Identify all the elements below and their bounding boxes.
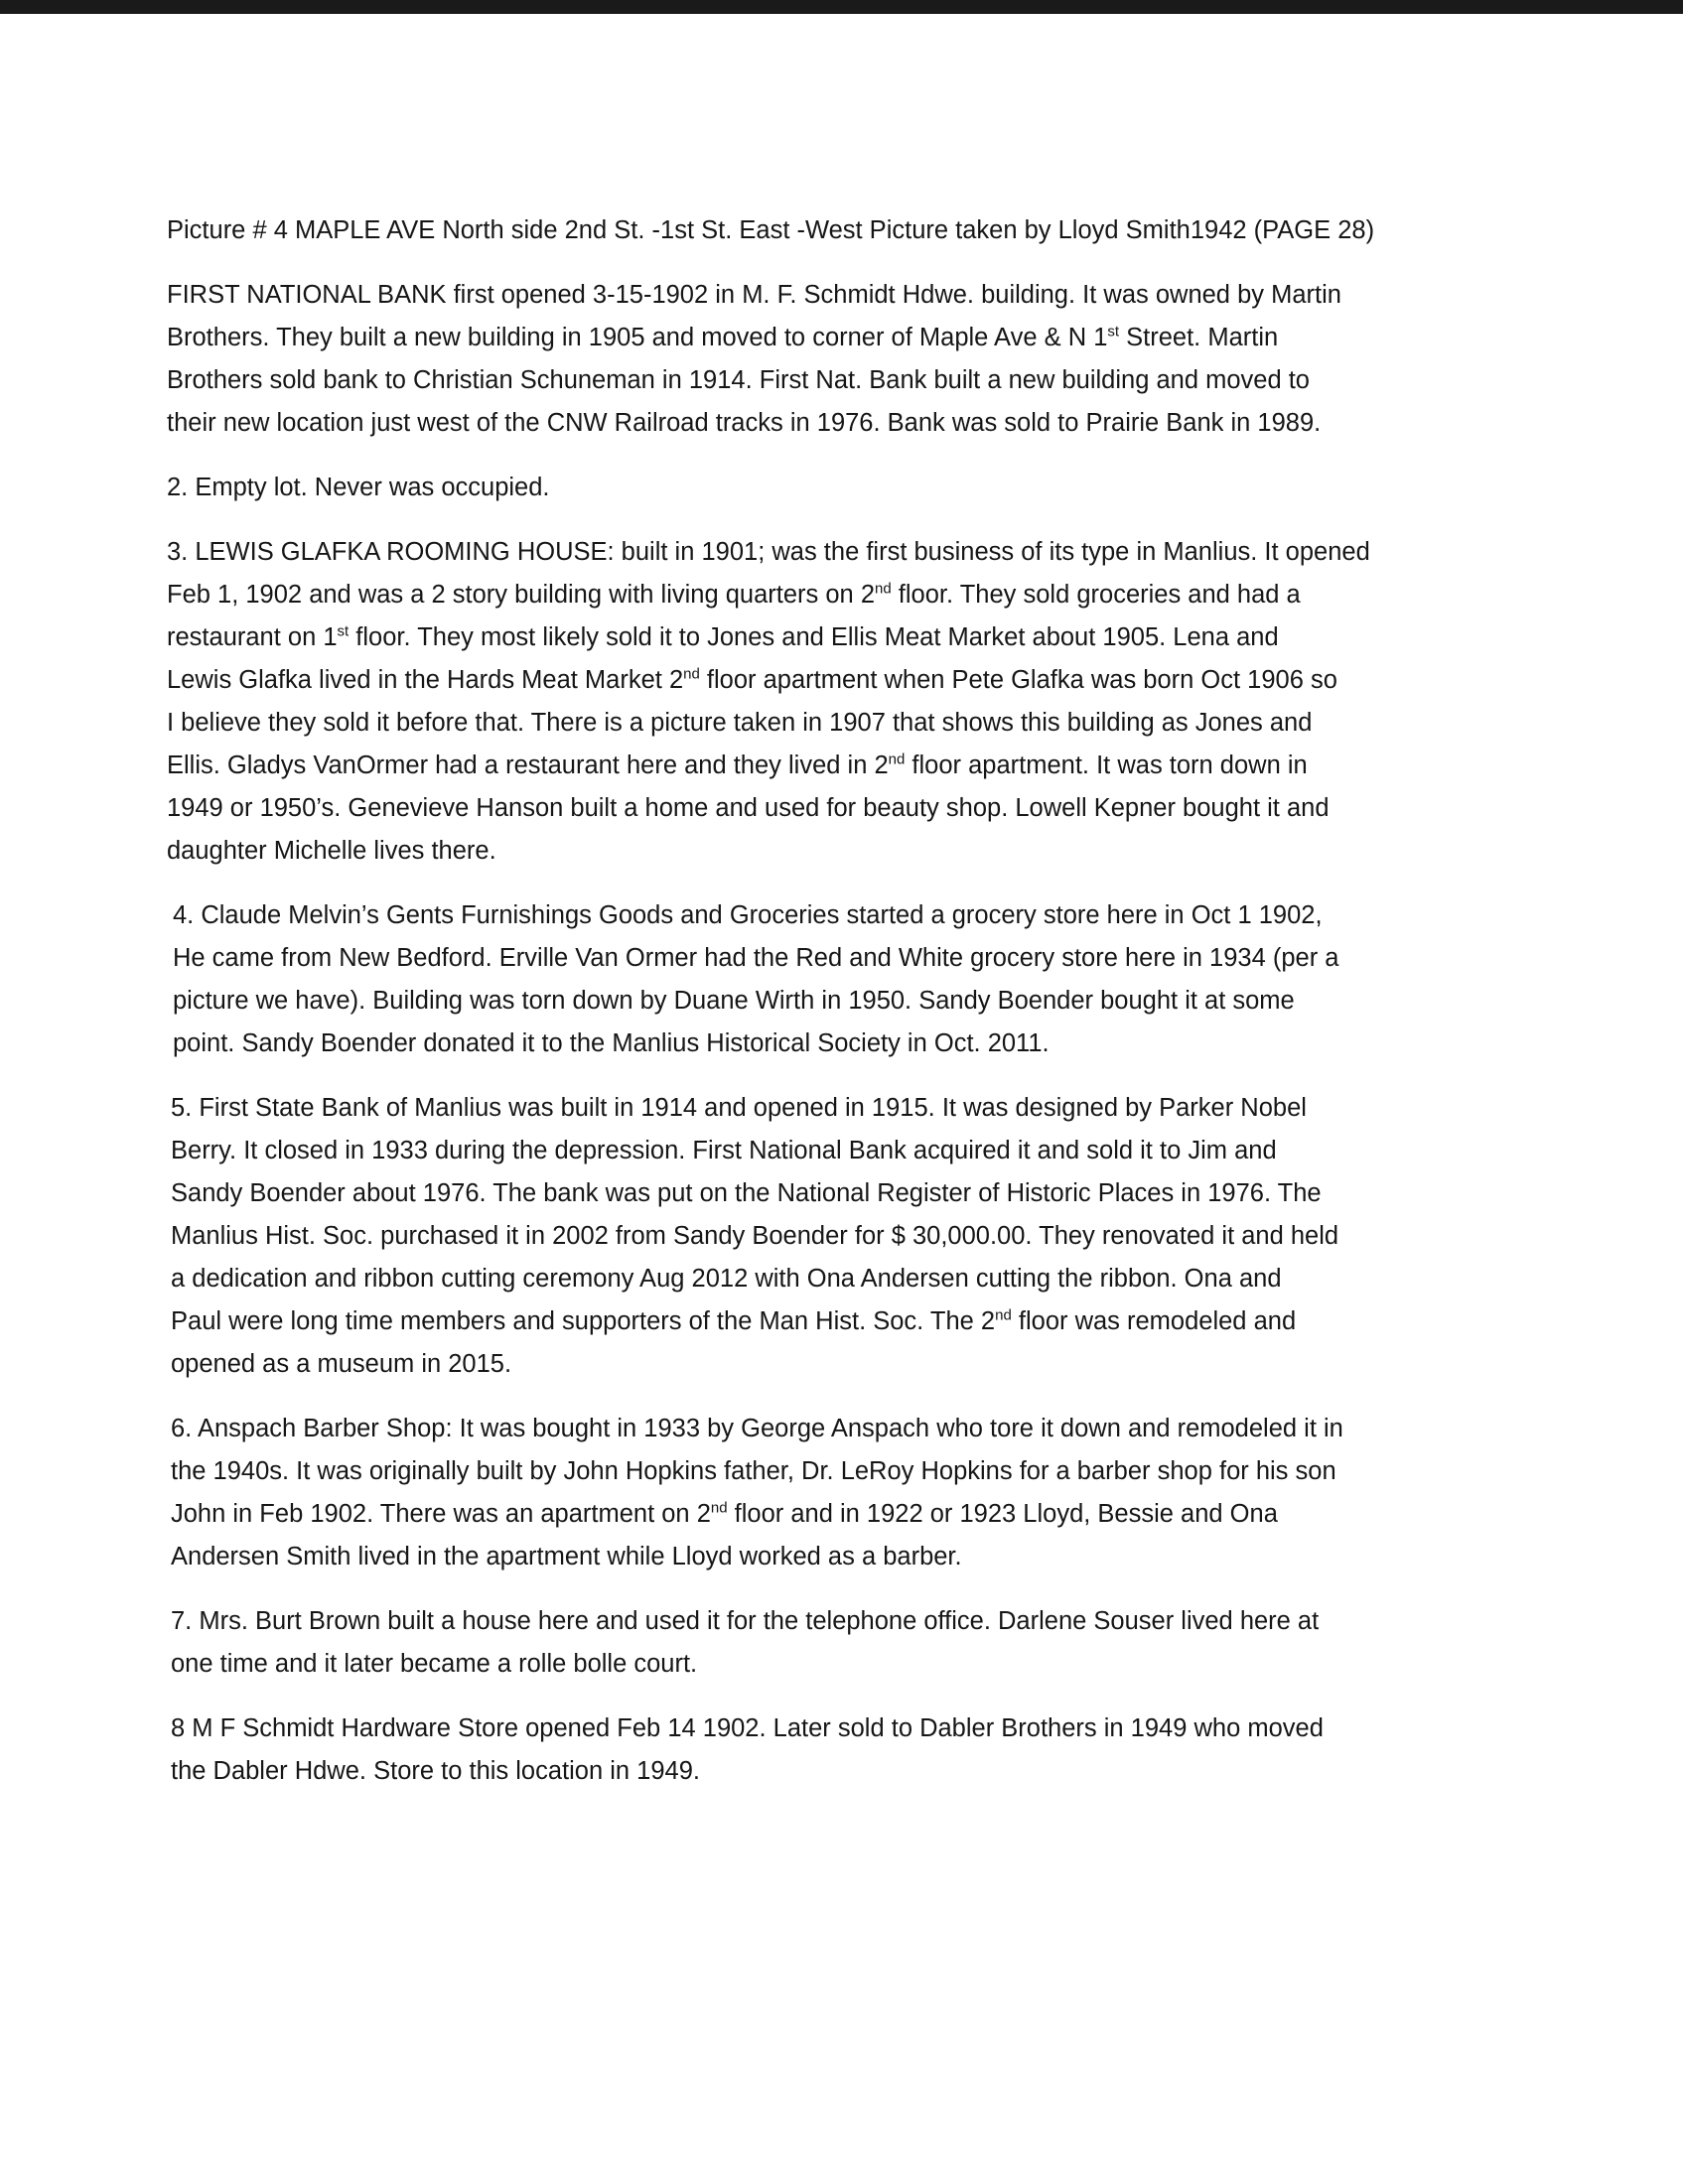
page-heading: Picture # 4 MAPLE AVE North side 2nd St. -1st St. East -West Picture taken by Lloyd Smith1942 (PAGE 28) (167, 216, 1375, 244)
text-line: Paul were long time members and supporters of the Man Hist. Soc. The 2nd floor was remodeled and (171, 1306, 1297, 1335)
paragraph-item-7 (167, 1600, 1477, 1686)
text-line: restaurant on 1st floor. They most likely sold it to Jones and Ellis Meat Market about 1905. Lena and (167, 622, 1279, 651)
document-page (167, 208, 1477, 1815)
text-line: the Dabler Hdwe. Store to this location in 1949. (171, 1757, 700, 1785)
text-line: 3. LEWIS GLAFKA ROOMING HOUSE: built in 1901; was the first business of its type in Manlius. It opened (167, 538, 1370, 566)
text-line: I believe they sold it before that. There is a picture taken in 1907 that shows this building as Jones and (167, 709, 1313, 737)
text-line: the 1940s. It was originally built by John Hopkins father, Dr. LeRoy Hopkins for a barber shop for his son (171, 1457, 1336, 1485)
paragraph-first-national-bank (167, 274, 1477, 445)
text-line: 2. Empty lot. Never was occupied. (167, 474, 550, 501)
text-line: Lewis Glafka lived in the Hards Meat Market 2nd floor apartment when Pete Glafka was born Oct 1906 so (167, 665, 1337, 694)
ordinal-suffix: nd (995, 1306, 1012, 1324)
text-line: 1949 or 1950’s. Genevieve Hanson built a home and used for beauty shop. Lowell Kepner bought it and (167, 794, 1330, 822)
text-line: He came from New Bedford. Erville Van Ormer had the Red and White grocery store here in 1934 (per a (173, 944, 1339, 972)
ordinal-suffix: nd (683, 665, 700, 683)
ordinal-suffix: nd (710, 1499, 728, 1517)
text-line: Andersen Smith lived in the apartment while Lloyd worked as a barber. (171, 1543, 962, 1570)
text-line: daughter Michelle lives there. (167, 837, 496, 865)
ordinal-suffix: nd (875, 580, 892, 598)
text-line: Manlius Hist. Soc. purchased it in 2002 from Sandy Boender for $ 30,000.00. They renovated it and held (171, 1222, 1339, 1250)
text-line: 4. Claude Melvin’s Gents Furnishings Goods and Groceries started a grocery store here in Oct 1 1902, (173, 901, 1323, 929)
text-line: 5. First State Bank of Manlius was built in 1914 and opened in 1915. It was designed by Parker Nobel (171, 1094, 1307, 1122)
text-line: a dedication and ribbon cutting ceremony Aug 2012 with Ona Andersen cutting the ribbon. Ona and (171, 1265, 1282, 1293)
scan-top-edge (0, 0, 1683, 14)
text-line: Brothers sold bank to Christian Schuneman in 1914. First Nat. Bank built a new building and moved to (167, 366, 1310, 394)
text-line: 7. Mrs. Burt Brown built a house here and used it for the telephone office. Darlene Souser lived here at (171, 1607, 1320, 1635)
text-line: opened as a museum in 2015. (171, 1350, 512, 1378)
ordinal-suffix: st (337, 622, 350, 640)
text-line: Brothers. They built a new building in 1905 and moved to corner of Maple Ave & N 1st Street. Martin (167, 323, 1279, 351)
text-line: 8 M F Schmidt Hardware Store opened Feb 14 1902. Later sold to Dabler Brothers in 1949 who moved (171, 1714, 1324, 1742)
text-line: John in Feb 1902. There was an apartment on 2nd floor and in 1922 or 1923 Lloyd, Bessie and Ona (171, 1499, 1278, 1528)
ordinal-suffix: nd (888, 751, 906, 768)
text-line: point. Sandy Boender donated it to the Manlius Historical Society in Oct. 2011. (173, 1029, 1050, 1057)
text-line: their new location just west of the CNW Railroad tracks in 1976. Bank was sold to Prairie Bank in 1989. (167, 409, 1322, 437)
paragraph-item-2 (167, 467, 1477, 509)
paragraph-item-6 (167, 1408, 1477, 1578)
paragraph-item-5 (167, 1087, 1477, 1386)
paragraph-item-8 (167, 1707, 1477, 1793)
text-line: Berry. It closed in 1933 during the depression. First National Bank acquired it and sold it to Jim and (171, 1137, 1277, 1164)
text-line: one time and it later became a rolle bolle court. (171, 1650, 698, 1678)
paragraph-item-4 (167, 894, 1477, 1065)
text-line: picture we have). Building was torn down by Duane Wirth in 1950. Sandy Boender bought it at some (173, 987, 1295, 1015)
text-line: Ellis. Gladys VanOrmer had a restaurant here and they lived in 2nd floor apartment. It was torn down in (167, 751, 1308, 779)
text-line: Feb 1, 1902 and was a 2 story building with living quarters on 2nd floor. They sold groceries and had a (167, 580, 1301, 609)
text-line: Sandy Boender about 1976. The bank was put on the National Register of Historic Places in 1976. The (171, 1179, 1322, 1207)
paragraph-item-3 (167, 531, 1477, 873)
text-line: 6. Anspach Barber Shop: It was bought in 1933 by George Anspach who tore it down and remodeled it in (171, 1415, 1343, 1442)
text-line: FIRST NATIONAL BANK first opened 3-15-1902 in M. F. Schmidt Hdwe. building. It was owned by Martin (167, 281, 1341, 309)
ordinal-suffix: st (1107, 323, 1120, 341)
